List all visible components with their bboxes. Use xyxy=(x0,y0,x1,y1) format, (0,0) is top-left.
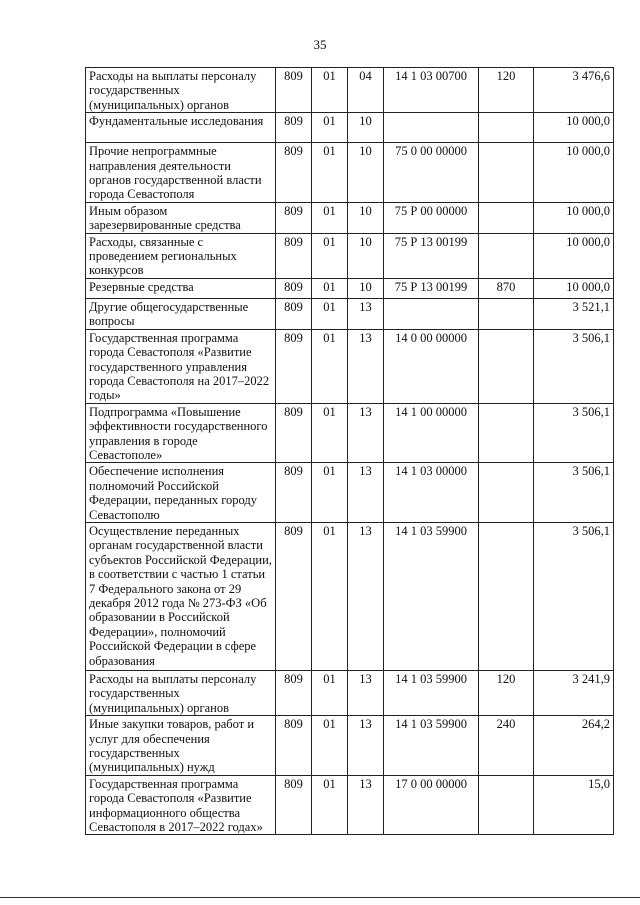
cell-subsection: 13 xyxy=(348,522,384,670)
cell-amount: 10 000,0 xyxy=(534,113,614,143)
table-row xyxy=(86,113,614,143)
cell-subsection: 13 xyxy=(348,463,384,523)
cell-amount: 264,2 xyxy=(534,716,614,776)
table-row xyxy=(86,716,614,776)
cell-grbs: 809 xyxy=(276,202,312,233)
cell-expense-type xyxy=(479,202,534,233)
cell-name: Иные закупки товаров, работ и услуг для обеспечения государственных (муниципальных) нужд xyxy=(86,716,276,776)
cell-grbs: 809 xyxy=(276,775,312,835)
cell-grbs: 809 xyxy=(276,113,312,143)
cell-target-article: 14 0 00 00000 xyxy=(384,329,479,403)
cell-target-article: 14 1 03 59900 xyxy=(384,716,479,776)
cell-expense-type: 120 xyxy=(479,670,534,715)
cell-amount: 10 000,0 xyxy=(534,233,614,278)
cell-grbs: 809 xyxy=(276,670,312,715)
cell-target-article: 14 1 03 59900 xyxy=(384,522,479,670)
cell-grbs: 809 xyxy=(276,233,312,278)
cell-section: 01 xyxy=(312,329,348,403)
cell-name: Государственная программа города Севастополя «Развитие государственного управления города Севастополя на 2017–2022 годы» xyxy=(86,329,276,403)
cell-expense-type xyxy=(479,329,534,403)
cell-grbs: 809 xyxy=(276,298,312,329)
cell-expense-type: 120 xyxy=(479,68,534,113)
cell-name: Подпрограмма «Повышение эффективности государственного управления в городе Севастополе» xyxy=(86,403,276,463)
cell-section: 01 xyxy=(312,522,348,670)
table-row xyxy=(86,298,614,329)
cell-section: 01 xyxy=(312,278,348,298)
table-row xyxy=(86,403,614,463)
table-row xyxy=(86,522,614,670)
cell-target-article: 75 Р 00 00000 xyxy=(384,202,479,233)
cell-section: 01 xyxy=(312,463,348,523)
cell-grbs: 809 xyxy=(276,278,312,298)
cell-subsection: 13 xyxy=(348,403,384,463)
table-row xyxy=(86,278,614,298)
cell-section: 01 xyxy=(312,113,348,143)
cell-expense-type: 870 xyxy=(479,278,534,298)
cell-grbs: 809 xyxy=(276,329,312,403)
cell-name: Государственная программа города Севастополя «Развитие информационного общества Севастополя в 2017–2022 годах» xyxy=(86,775,276,835)
cell-name: Расходы на выплаты персоналу государственных (муниципальных) органов xyxy=(86,68,276,113)
cell-target-article: 14 1 03 00700 xyxy=(384,68,479,113)
table-row xyxy=(86,143,614,203)
cell-section: 01 xyxy=(312,68,348,113)
cell-expense-type: 240 xyxy=(479,716,534,776)
cell-expense-type xyxy=(479,113,534,143)
cell-name: Другие общегосударственные вопросы xyxy=(86,298,276,329)
cell-section: 01 xyxy=(312,775,348,835)
cell-amount: 3 506,1 xyxy=(534,329,614,403)
cell-subsection: 13 xyxy=(348,670,384,715)
cell-amount: 10 000,0 xyxy=(534,278,614,298)
cell-grbs: 809 xyxy=(276,143,312,203)
cell-expense-type xyxy=(479,463,534,523)
cell-amount: 10 000,0 xyxy=(534,202,614,233)
cell-name: Обеспечение исполнения полномочий Российской Федерации, переданных городу Севастополю xyxy=(86,463,276,523)
cell-name: Расходы, связанные с проведением региональных конкурсов xyxy=(86,233,276,278)
cell-name: Осуществление переданных органам государственной власти субъектов Российской Федерации, в соответствии с частью 1 статьи 7 Федерального закона от 29 декабря 2012 года № 273-ФЗ «Об образовании в Российской Федерации», полномочий Российской Федерации в сфере образования xyxy=(86,522,276,670)
table-row xyxy=(86,329,614,403)
page-bottom-edge xyxy=(0,897,640,898)
cell-subsection: 10 xyxy=(348,233,384,278)
cell-expense-type xyxy=(479,298,534,329)
budget-table-body xyxy=(86,68,614,835)
cell-subsection: 13 xyxy=(348,775,384,835)
cell-section: 01 xyxy=(312,403,348,463)
cell-amount: 3 521,1 xyxy=(534,298,614,329)
cell-expense-type xyxy=(479,522,534,670)
cell-name: Иным образом зарезервированные средства xyxy=(86,202,276,233)
cell-target-article: 14 1 03 59900 xyxy=(384,670,479,715)
cell-name: Расходы на выплаты персоналу государственных (муниципальных) органов xyxy=(86,670,276,715)
table-row xyxy=(86,463,614,523)
cell-expense-type xyxy=(479,775,534,835)
cell-amount: 3 476,6 xyxy=(534,68,614,113)
cell-grbs: 809 xyxy=(276,522,312,670)
cell-section: 01 xyxy=(312,298,348,329)
cell-target-article xyxy=(384,298,479,329)
cell-section: 01 xyxy=(312,202,348,233)
cell-target-article: 75 Р 13 00199 xyxy=(384,233,479,278)
cell-target-article: 75 0 00 00000 xyxy=(384,143,479,203)
cell-grbs: 809 xyxy=(276,716,312,776)
cell-subsection: 13 xyxy=(348,329,384,403)
budget-table xyxy=(85,67,614,835)
cell-name: Прочие непрограммные направления деятельности органов государственной власти города Севастополя xyxy=(86,143,276,203)
cell-target-article xyxy=(384,113,479,143)
cell-amount: 3 241,9 xyxy=(534,670,614,715)
cell-subsection: 10 xyxy=(348,202,384,233)
cell-target-article: 14 1 00 00000 xyxy=(384,403,479,463)
table-row xyxy=(86,202,614,233)
table-row xyxy=(86,233,614,278)
cell-expense-type xyxy=(479,233,534,278)
cell-subsection: 10 xyxy=(348,143,384,203)
cell-subsection: 13 xyxy=(348,716,384,776)
cell-expense-type xyxy=(479,143,534,203)
cell-section: 01 xyxy=(312,143,348,203)
cell-section: 01 xyxy=(312,233,348,278)
cell-grbs: 809 xyxy=(276,68,312,113)
cell-name: Фундаментальные исследования xyxy=(86,113,276,143)
cell-section: 01 xyxy=(312,670,348,715)
cell-target-article: 17 0 00 00000 xyxy=(384,775,479,835)
cell-grbs: 809 xyxy=(276,463,312,523)
cell-subsection: 10 xyxy=(348,278,384,298)
cell-subsection: 04 xyxy=(348,68,384,113)
cell-amount: 10 000,0 xyxy=(534,143,614,203)
cell-subsection: 10 xyxy=(348,113,384,143)
cell-name: Резервные средства xyxy=(86,278,276,298)
cell-amount: 3 506,1 xyxy=(534,522,614,670)
cell-target-article: 14 1 03 00000 xyxy=(384,463,479,523)
cell-grbs: 809 xyxy=(276,403,312,463)
cell-amount: 15,0 xyxy=(534,775,614,835)
cell-target-article: 75 Р 13 00199 xyxy=(384,278,479,298)
cell-section: 01 xyxy=(312,716,348,776)
table-row xyxy=(86,670,614,715)
cell-expense-type xyxy=(479,403,534,463)
table-row xyxy=(86,68,614,113)
cell-subsection: 13 xyxy=(348,298,384,329)
cell-amount: 3 506,1 xyxy=(534,403,614,463)
table-row xyxy=(86,775,614,835)
cell-amount: 3 506,1 xyxy=(534,463,614,523)
page-number: 35 xyxy=(313,37,327,52)
